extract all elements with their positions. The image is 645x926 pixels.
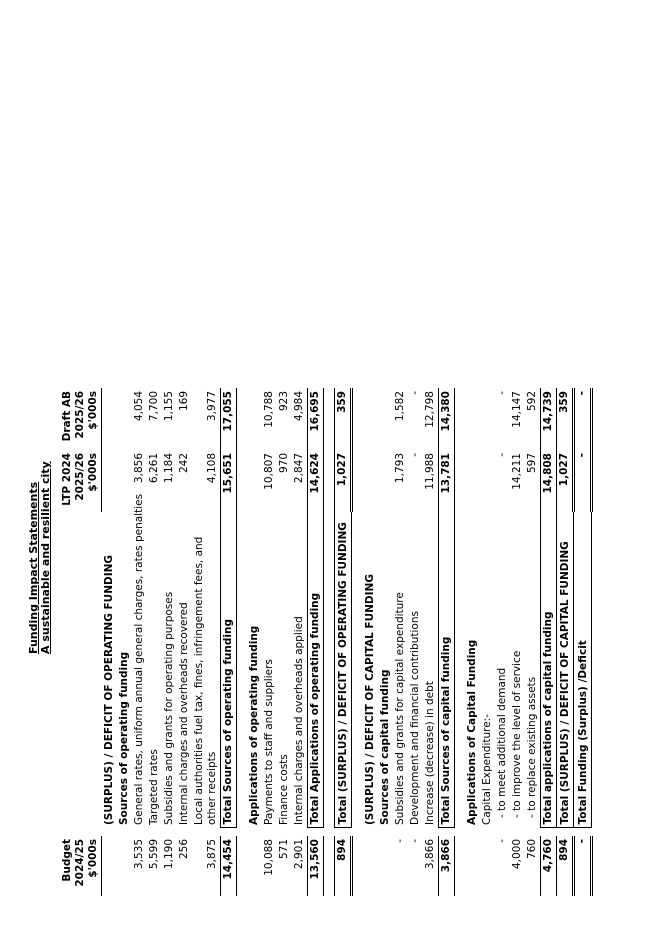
total-row bbox=[220, 30, 236, 896]
table-row bbox=[132, 30, 147, 896]
budget-value: 10,088 bbox=[262, 839, 275, 876]
ltp-value: 1,027 bbox=[556, 450, 573, 512]
table-row bbox=[277, 30, 292, 896]
row-label: Internal charges and overheads recovered bbox=[177, 602, 190, 825]
row-spacer bbox=[351, 30, 363, 896]
table-row bbox=[147, 30, 162, 896]
row-label: Applications of Capital Funding bbox=[465, 639, 478, 825]
budget-value bbox=[378, 836, 393, 896]
budget-value: - bbox=[393, 839, 406, 843]
ltp-value: 597 bbox=[525, 453, 538, 474]
table-row bbox=[423, 30, 439, 896]
table-row bbox=[408, 30, 423, 896]
draft-value: 592 bbox=[525, 391, 538, 412]
row-spacer bbox=[323, 30, 334, 896]
table-row bbox=[262, 30, 277, 896]
draft-value: 16,695 bbox=[307, 388, 323, 450]
row-label: Total (SURPLUS) / DEFICIT OF OPERATING FUNDING bbox=[334, 512, 351, 828]
row-label: - to replace existing assets bbox=[525, 676, 538, 818]
table-row bbox=[465, 30, 480, 896]
title-block bbox=[28, 461, 52, 654]
statement-subtitle: A sustainable and resilient city bbox=[39, 461, 52, 654]
row-label: Total Applications of operating funding bbox=[307, 512, 323, 828]
row-label: Subsidies and grants for operating purposes bbox=[162, 591, 175, 825]
row-label: Development and financial contributions bbox=[408, 611, 421, 825]
row-label: Payments to staff and suppliers bbox=[262, 659, 275, 825]
ltp-value bbox=[480, 450, 495, 512]
row-label: Applications of operating funding bbox=[247, 625, 260, 825]
ltp-value: 3,856 bbox=[132, 453, 145, 484]
budget-value: 571 bbox=[277, 839, 290, 860]
row-label: General rates, uniform annual general charges, rates penalties bbox=[132, 493, 145, 825]
draft-value: 14,739 bbox=[540, 388, 556, 450]
ltp-value: 14,211 bbox=[510, 453, 523, 490]
budget-value bbox=[465, 836, 480, 896]
table-row bbox=[162, 30, 177, 896]
budget-value bbox=[480, 836, 495, 896]
draft-value: 4,054 bbox=[132, 391, 145, 422]
ltp-value bbox=[102, 450, 117, 512]
ltp-value: 13,781 bbox=[438, 450, 454, 512]
draft-value: 4,984 bbox=[292, 391, 305, 422]
ltp-value: 1,184 bbox=[162, 453, 175, 484]
budget-value: 3,866 bbox=[438, 836, 454, 896]
total-row bbox=[438, 30, 454, 896]
total-row bbox=[334, 30, 351, 896]
draft-value bbox=[378, 388, 393, 450]
budget-value: 4,760 bbox=[540, 836, 556, 896]
ltp-value bbox=[363, 450, 378, 512]
draft-value bbox=[363, 388, 378, 450]
table-row bbox=[480, 30, 495, 896]
draft-value: 10,788 bbox=[262, 391, 275, 428]
budget-value bbox=[363, 836, 378, 896]
statement-title: Funding Impact Statements bbox=[27, 481, 40, 654]
draft-value bbox=[102, 388, 117, 450]
budget-value: 256 bbox=[177, 839, 190, 860]
draft-value: 7,700 bbox=[147, 391, 160, 422]
budget-value: - bbox=[573, 836, 591, 896]
total-row bbox=[556, 30, 573, 896]
draft-value: - bbox=[495, 391, 508, 395]
draft-value: 12,798 bbox=[423, 391, 436, 428]
draft-value: 17,055 bbox=[220, 388, 236, 450]
total-row bbox=[573, 30, 591, 896]
ltp-column-header: LTP 2024 2025/26 $'000s bbox=[60, 450, 102, 512]
ltp-value: - bbox=[408, 453, 421, 457]
budget-value: 894 bbox=[556, 836, 573, 896]
row-label: Total (SURPLUS) / DEFICIT OF CAPITAL FUNDING bbox=[556, 512, 573, 828]
draft-value: 923 bbox=[277, 391, 290, 412]
budget-value: 1,190 bbox=[162, 839, 175, 870]
budget-value: 14,454 bbox=[220, 836, 236, 896]
ltp-value: - bbox=[495, 453, 508, 457]
table-row bbox=[495, 30, 510, 896]
draft-value: - bbox=[408, 391, 421, 395]
budget-value: - bbox=[495, 839, 508, 843]
draft-column-header: Draft AB 2025/26 $'000s bbox=[60, 388, 102, 450]
budget-value: 3,866 bbox=[423, 839, 436, 870]
table-row bbox=[177, 30, 192, 896]
row-label: Sources of operating funding bbox=[117, 651, 130, 825]
table-row bbox=[378, 30, 393, 896]
table-row bbox=[247, 30, 262, 896]
row-label: Total Sources of capital funding bbox=[438, 512, 454, 828]
table-row bbox=[192, 30, 221, 896]
row-label: - to meet additional demand bbox=[495, 667, 508, 818]
budget-value: 4,000 bbox=[510, 839, 523, 870]
ltp-value: 11,988 bbox=[423, 453, 436, 490]
draft-value: - bbox=[573, 388, 591, 450]
ltp-value: 970 bbox=[277, 453, 290, 474]
draft-value: 169 bbox=[177, 391, 190, 412]
row-spacer bbox=[454, 30, 465, 896]
row-label: Total Funding (Surplus) /Deficit bbox=[573, 512, 591, 828]
total-row bbox=[540, 30, 556, 896]
budget-value: 894 bbox=[334, 836, 351, 896]
row-label: Sources of capital funding bbox=[378, 669, 391, 825]
table-row bbox=[393, 30, 408, 896]
budget-value: 3,535 bbox=[132, 839, 145, 870]
row-label: (SURPLUS) / DEFICIT OF OPERATING FUNDING bbox=[102, 554, 115, 825]
ltp-value: 6,261 bbox=[147, 453, 160, 484]
draft-value bbox=[465, 388, 480, 450]
table-row bbox=[292, 30, 308, 896]
budget-value: 2,901 bbox=[292, 839, 305, 870]
header-row bbox=[60, 30, 102, 896]
ltp-value: 1,027 bbox=[334, 450, 351, 512]
budget-value: 760 bbox=[525, 839, 538, 860]
ltp-value: 14,808 bbox=[540, 450, 556, 512]
draft-value bbox=[117, 388, 132, 450]
row-label: - to improve the level of service bbox=[510, 650, 523, 818]
draft-value: 14,380 bbox=[438, 388, 454, 450]
table-row bbox=[510, 30, 525, 896]
draft-value: 359 bbox=[334, 388, 351, 450]
row-label: Increase (decrease) in debt bbox=[423, 681, 436, 825]
ltp-value bbox=[117, 450, 132, 512]
ltp-value: 14,624 bbox=[307, 450, 323, 512]
budget-value: - bbox=[408, 839, 421, 843]
draft-value bbox=[247, 388, 262, 450]
ltp-value: - bbox=[573, 450, 591, 512]
draft-value bbox=[480, 388, 495, 450]
ltp-value: 15,651 bbox=[220, 450, 236, 512]
ltp-value: 4,108 bbox=[205, 453, 218, 484]
row-label: Capital Expenditure:- bbox=[480, 713, 493, 825]
budget-value: 13,560 bbox=[307, 836, 323, 896]
budget-value bbox=[247, 836, 262, 896]
ltp-value: 242 bbox=[177, 453, 190, 474]
row-label: (SURPLUS) / DEFICIT OF CAPITAL FUNDING bbox=[363, 574, 376, 825]
row-label: Total Sources of operating funding bbox=[220, 512, 236, 828]
budget-value bbox=[117, 836, 132, 896]
row-label: Targeted rates bbox=[147, 749, 160, 825]
table-row bbox=[363, 30, 378, 896]
row-label: Finance costs bbox=[277, 754, 290, 825]
ltp-value bbox=[378, 450, 393, 512]
ltp-value: 10,807 bbox=[262, 453, 275, 490]
row-label: Local authorities fuel tax, fines, infringement fees, and other receipts bbox=[192, 536, 218, 825]
table-row bbox=[525, 30, 541, 896]
budget-value bbox=[102, 836, 117, 896]
draft-value: 1,582 bbox=[393, 391, 406, 422]
budget-value: 3,875 bbox=[205, 839, 218, 870]
draft-value: 1,155 bbox=[162, 391, 175, 422]
row-spacer bbox=[236, 30, 247, 896]
budget-column-header: Budget 2024/25 $'000s bbox=[60, 836, 102, 896]
table-row bbox=[102, 30, 117, 896]
ltp-value: 2,847 bbox=[292, 453, 305, 484]
funding-table bbox=[60, 30, 593, 896]
row-label: Total applications of capital funding bbox=[540, 512, 556, 828]
draft-value: 14,147 bbox=[510, 391, 523, 428]
ltp-value bbox=[247, 450, 262, 512]
total-row bbox=[307, 30, 323, 896]
row-label: Subsidies and grants for capital expenditure bbox=[393, 592, 406, 825]
budget-value: 5,599 bbox=[147, 839, 160, 870]
draft-value: 3,977 bbox=[205, 391, 218, 422]
table-row bbox=[117, 30, 132, 896]
draft-value: 359 bbox=[556, 388, 573, 450]
row-label: Internal charges and overheads applied bbox=[292, 616, 305, 825]
ltp-value bbox=[465, 450, 480, 512]
ltp-value: 1,793 bbox=[393, 453, 406, 484]
